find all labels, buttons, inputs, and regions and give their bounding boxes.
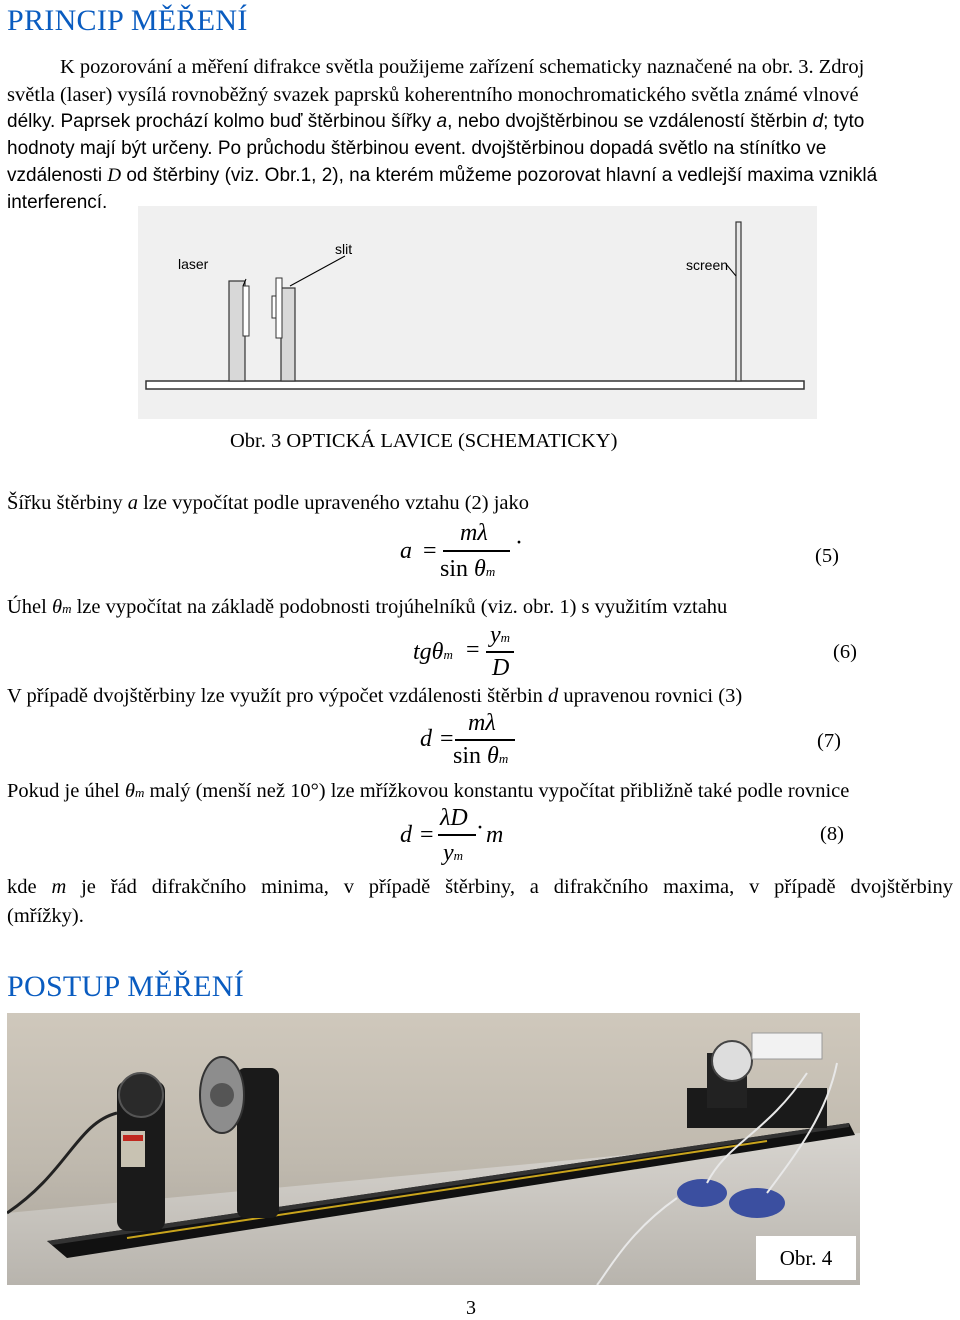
slit-post bbox=[281, 288, 295, 381]
label-laser: laser bbox=[178, 256, 209, 272]
eq8-numerator: λD bbox=[440, 805, 468, 831]
eq5-dot: · bbox=[515, 530, 523, 556]
eq8-m: m bbox=[486, 822, 504, 848]
figure-4-caption: Obr. 4 bbox=[756, 1236, 856, 1280]
section-title-principle: PRINCIP MĚŘENÍ bbox=[7, 4, 248, 37]
eq8-equals: = bbox=[420, 822, 434, 848]
eq5-numerator: mλ bbox=[460, 520, 488, 546]
optical-bench-schematic bbox=[138, 206, 817, 419]
eq7-equals: = bbox=[440, 726, 454, 752]
label-screen: screen bbox=[686, 257, 729, 273]
eq7-denominator: sin θm bbox=[453, 743, 509, 769]
eq5-denominator: sin θm bbox=[440, 556, 496, 582]
eq5-fraction-bar bbox=[443, 550, 510, 552]
intro-line-6: interferencí. bbox=[7, 192, 108, 213]
intro-line-2: světla (laser) vysílá rovnoběžný svazek paprsků koherentního monochromatického světla známé vlnové bbox=[7, 84, 859, 106]
eq5-number: (5) bbox=[815, 545, 839, 567]
label-slit: slit bbox=[335, 241, 353, 257]
text-slit-width: Šířku štěrbiny a lze vypočítat podle upraveného vztahu (2) jako bbox=[7, 492, 530, 514]
intro-line-1: K pozorování a měření difrakce světla použijeme zařízení schematicky naznačené na obr. 3. Zdroj bbox=[60, 56, 865, 78]
laser-head bbox=[243, 286, 249, 336]
eq5-lhs: a bbox=[400, 538, 412, 564]
text-where-line-1: kde m je řád difrakčního minima, v případě štěrbiny, a difrakčního maxima, v případě dvojštěrbiny bbox=[7, 876, 953, 898]
eq6-equals: = bbox=[466, 637, 480, 663]
intro-line-5: vzdálenosti D od štěrbiny (viz. Obr.1, 2), na kterém můžeme pozorovat hlavní a vedlejší maxima vzniklá bbox=[7, 165, 878, 186]
section-title-procedure: POSTUP MĚŘENÍ bbox=[7, 970, 244, 1003]
eq7-fraction-bar bbox=[455, 739, 515, 741]
figure-3-caption: Obr. 3 OPTICKÁ LAVICE (SCHEMATICKY) bbox=[230, 430, 618, 452]
intro-line-4: hodnoty mají být určeny. Po průchodu štěrbinou event. dvojštěrbinou dopadá světlo na stínítko ve bbox=[7, 138, 827, 159]
eq7-numerator: mλ bbox=[468, 710, 496, 736]
eq5-equals: = bbox=[423, 538, 437, 564]
eq7-number: (7) bbox=[817, 730, 841, 752]
text-where-line-2: (mřížky). bbox=[7, 905, 84, 927]
eq6-lhs: tgθm bbox=[413, 639, 453, 665]
bench-rail bbox=[146, 381, 804, 389]
eq8-number: (8) bbox=[820, 823, 844, 845]
eq6-denominator: D bbox=[492, 655, 510, 681]
slit-holder bbox=[272, 296, 276, 318]
slit-plate bbox=[276, 278, 282, 338]
eq6-numerator: ym bbox=[490, 622, 511, 648]
eq8-lhs: d bbox=[400, 822, 412, 848]
text-small-angle: Pokud je úhel θm malý (menší než 10°) lze mřížkovou konstantu vypočítat přibližně také podle rovnice bbox=[7, 780, 850, 802]
eq8-dot: · bbox=[476, 815, 484, 841]
eq6-number: (6) bbox=[833, 641, 857, 663]
screen-post bbox=[736, 222, 741, 381]
optical-bench-photo bbox=[7, 1013, 860, 1285]
intro-line-3: délky. Paprsek prochází kolmo buď štěrbinou šířky a, nebo dvojštěrbinou se vzdáleností štěrbin d; tyto bbox=[7, 111, 865, 132]
eq8-fraction-bar bbox=[438, 834, 476, 836]
text-double-slit: V případě dvojštěrbiny lze využít pro výpočet vzdálenosti štěrbin d upravenou rovnici (3) bbox=[7, 685, 743, 707]
text-angle: Úhel θm lze vypočítat na základě podobnosti trojúhelníků (viz. obr. 1) s využitím vztahu bbox=[7, 596, 728, 618]
schematic-drawing bbox=[138, 206, 817, 419]
page-number: 3 bbox=[466, 1297, 476, 1319]
eq7-lhs: d bbox=[420, 726, 432, 752]
eq8-denominator: ym bbox=[443, 840, 464, 866]
photo-illustration bbox=[7, 1013, 860, 1285]
eq6-fraction-bar bbox=[486, 651, 514, 653]
